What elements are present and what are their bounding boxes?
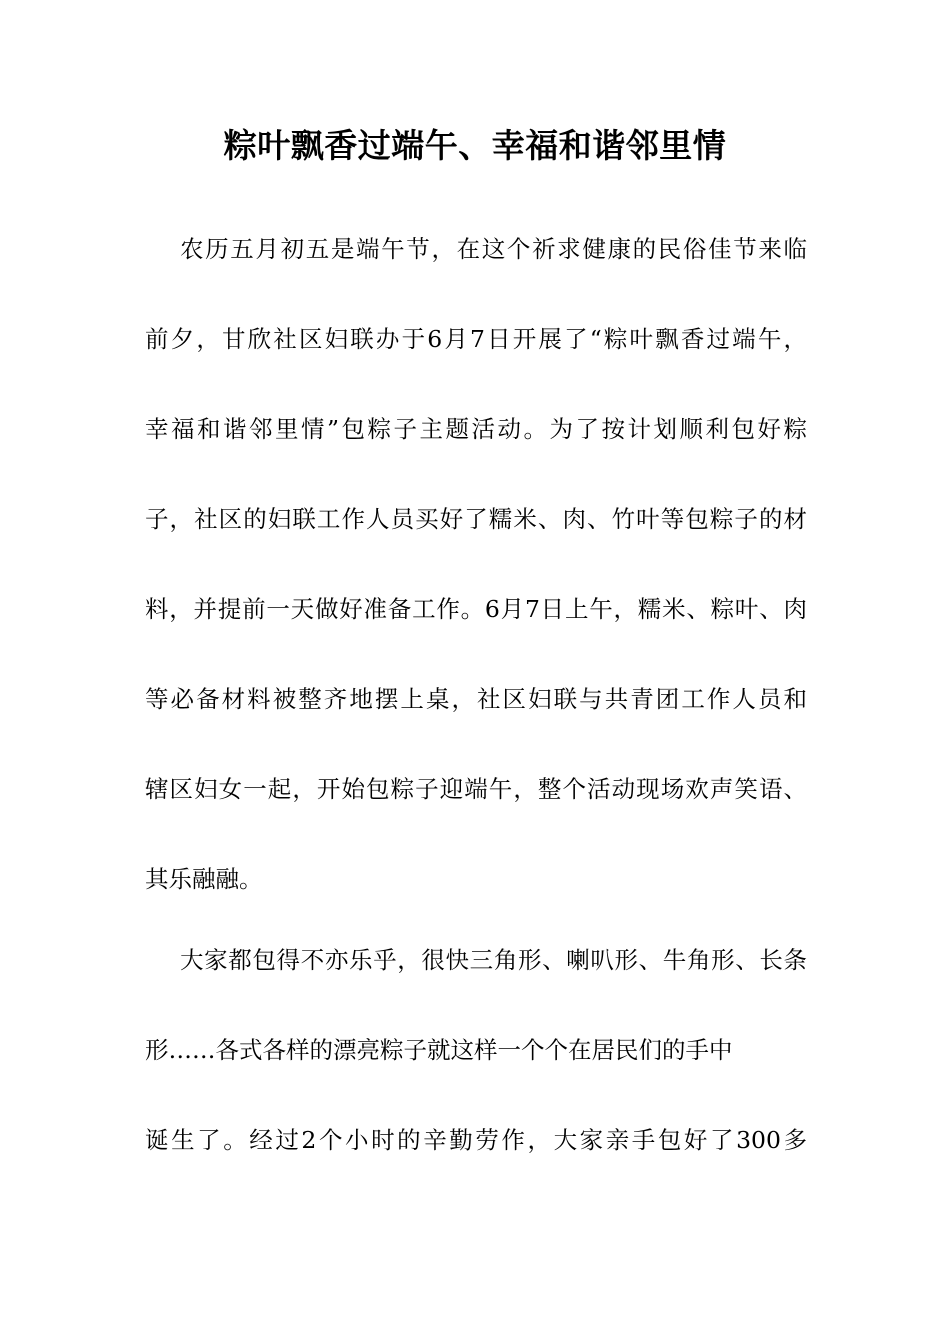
paragraph-line: 其乐融融。	[145, 865, 263, 893]
paragraph-line: 诞生了。经过2个小时的辛勤劳作，大家亲手包好了300多	[145, 1126, 807, 1154]
paragraph-line: 等必备材料被整齐地摆上桌，社区妇联与共青团工作人员和	[145, 685, 807, 713]
paragraph-line: 形……各式各样的漂亮粽子就这样一个个在居民们的手中	[145, 1036, 733, 1064]
paragraph-line: 幸福和谐邻里情”包粽子主题活动。为了按计划顺利包好粽	[145, 415, 807, 443]
document-title: 粽叶飘香过端午、幸福和谐邻里情	[223, 126, 727, 165]
paragraph-line: 大家都包得不亦乐乎，很快三角形、喇叭形、牛角形、长条	[180, 946, 807, 974]
paragraph-line: 农历五月初五是端午节，在这个祈求健康的民俗佳节来临	[180, 235, 807, 263]
paragraph-line: 子，社区的妇联工作人员买好了糯米、肉、竹叶等包粽子的材	[145, 505, 807, 533]
paragraph-line: 前夕，甘欣社区妇联办于6月7日开展了“粽叶飘香过端午，	[145, 325, 807, 353]
paragraph-line: 料，并提前一天做好准备工作。6月7日上午，糯米、粽叶、肉	[145, 595, 807, 623]
paragraph-line: 辖区妇女一起，开始包粽子迎端午，整个活动现场欢声笑语、	[145, 775, 807, 803]
